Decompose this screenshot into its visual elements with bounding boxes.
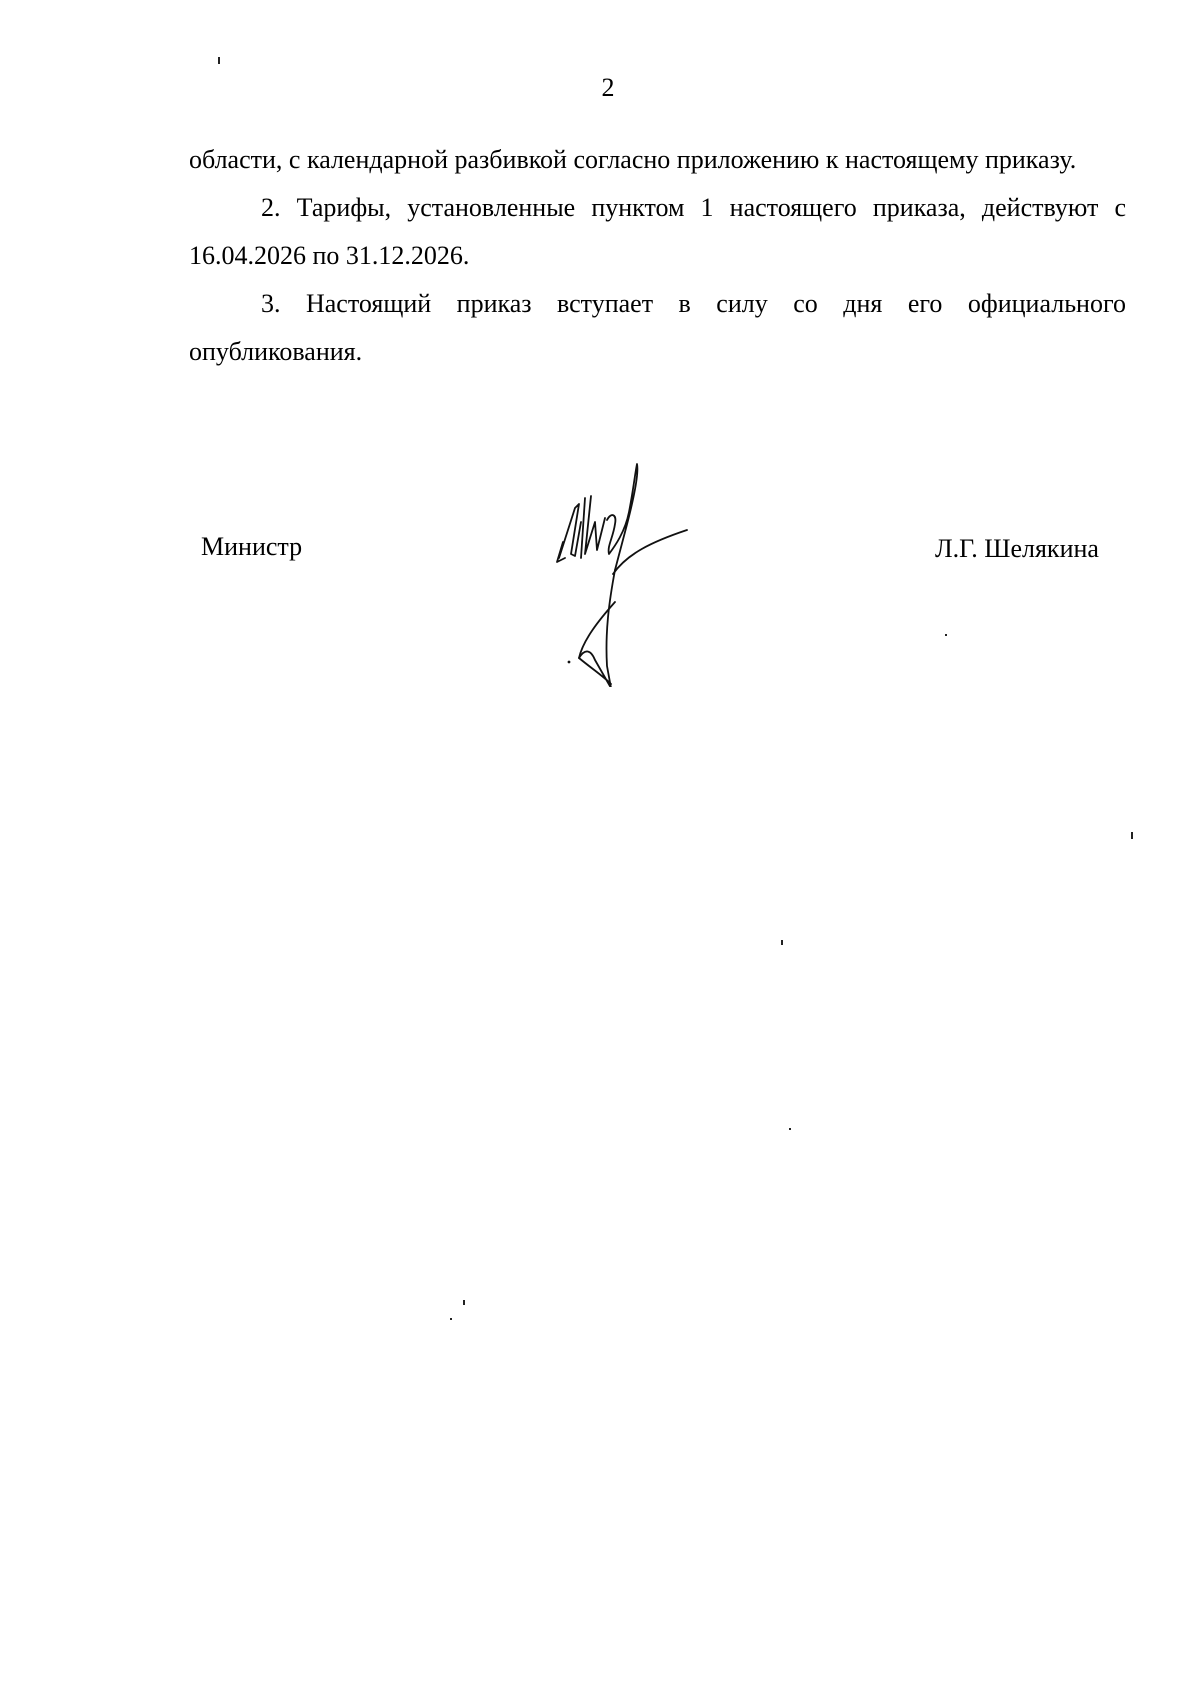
- handwritten-signature: [555, 462, 695, 687]
- scan-speck: [789, 1128, 791, 1130]
- signature-block: [0, 0, 1200, 700]
- paragraph-item-3: 3. Настоящий приказ вступает в силу со дня его официального опубликования.: [189, 289, 1126, 366]
- paragraph-item-2: 2. Тарифы, установленные пунктом 1 настоящего приказа, действуют с 16.04.2026 по 31.12.2026.: [189, 193, 1126, 270]
- page-number: 2: [601, 73, 615, 102]
- scan-speck: [463, 1300, 465, 1305]
- signatory-name: Л.Г. Шелякина: [935, 534, 1099, 563]
- paragraph-continuation: области, с календарной разбивкой согласно приложению к настоящему приказу.: [189, 145, 1077, 174]
- scan-speck: [1131, 832, 1133, 839]
- scan-speck: [945, 634, 947, 636]
- scan-speck: [781, 940, 783, 945]
- scan-speck: [218, 57, 220, 64]
- signatory-position: Министр: [201, 532, 303, 561]
- scan-speck: [450, 1318, 452, 1320]
